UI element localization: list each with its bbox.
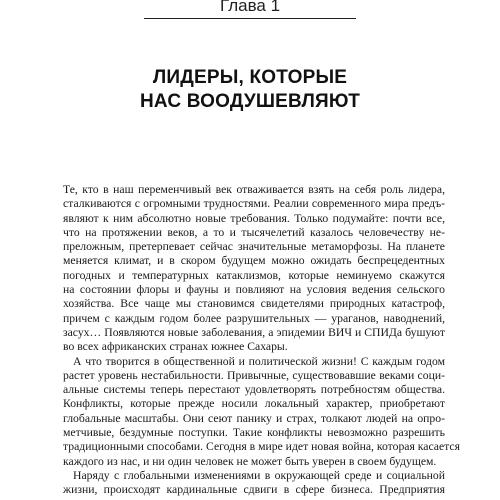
text-line: глобальные масштабы. Они сеют панику и страх, толкают людей на опро- — [63, 411, 445, 425]
text-line: каждого из нас, и ни один человек не может быть уверен в своем будущем. — [63, 454, 437, 468]
chapter-title-line-2: НАС ВООДУШЕВЛЯЮТ — [139, 91, 361, 112]
text-line: Наряду с глобальными изменениями в окружающей среде и социальной — [73, 468, 445, 482]
text-line: Конфликты, которые прежде носили локальный характер, приобретают — [63, 397, 445, 411]
text-line: сталкиваются с огромными трудностями. Реалии современного мира предъ- — [63, 197, 445, 211]
text-line: погодных и температурных катаклизмов, которые неминуемо скажутся — [63, 268, 445, 282]
text-line: преложным, претерпевает сейчас значительные метаморфозы. На планете — [63, 240, 445, 254]
text-line: традиционными способами. Сегодня в мире идет новая война, которая касается — [63, 440, 460, 454]
text-line: на состоянии флоры и фауны и повлияют на условия ведения сельского — [63, 283, 445, 297]
text-line: во всех африканских странах южнее Сахары. — [63, 340, 288, 354]
text-line: метчивые, бездумные поступки. Такие конфликты невозможно разрешить — [63, 426, 445, 440]
text-line: что на протяжении веков, а то и тысячелетий казалось человечеству не- — [63, 225, 445, 239]
text-line: являют к ним абсолютно новые требования. Только подумайте: почти все, — [63, 211, 445, 225]
body-text — [63, 183, 460, 498]
chapter-title — [0, 66, 500, 114]
chapter-label: Глава 1 — [219, 0, 281, 15]
text-line: Те, кто в наш переменчивый век отваживается взять на себя роль лидера, — [63, 183, 445, 196]
text-line: А что творится в общественной и политической жизни! С каждым годом — [73, 354, 445, 368]
text-line: засух… Появляются новые заболевания, а эпидемии ВИЧ и СПИДа бушуют — [63, 325, 445, 339]
text-line: меняется климат, и в скором будущем можно ожидать беспрецедентных — [63, 254, 445, 268]
text-line: альные системы теперь перестают удовлетворять потребностям общества. — [63, 383, 445, 397]
text-line: причем с каждым годом более разрушительных — ураганов, наводнений, — [63, 311, 445, 325]
text-line: хозяйства. Все чаще мы становимся свидетелями природных катастроф, — [63, 297, 445, 311]
text-line: растет уровень нестабильности. Привычные, существовавшие веками соци- — [63, 368, 445, 382]
chapter-title-line-1: ЛИДЕРЫ, КОТОРЫЕ — [152, 67, 348, 88]
chapter-header — [144, 0, 356, 19]
text-line: жизни, происходят кардинальные сдвиги в сфере бизнеса. Предприятия — [63, 483, 445, 497]
